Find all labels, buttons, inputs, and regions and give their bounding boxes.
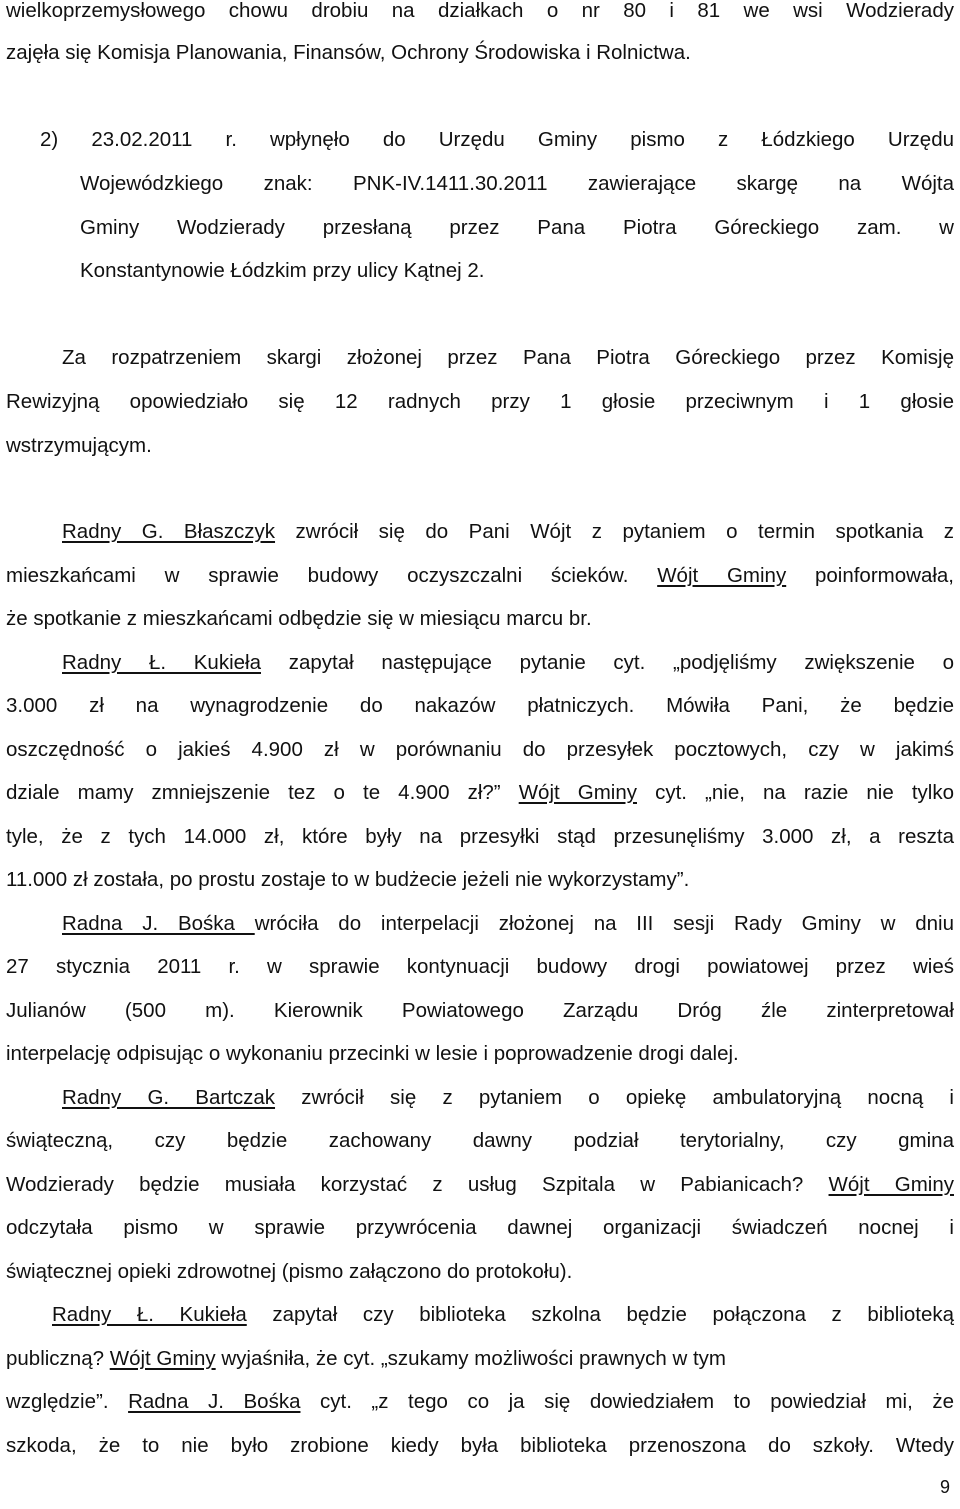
text-line: szkoda, że to nie było zrobione kiedy była biblioteka przenoszona do szkoły. Wtedy	[6, 1434, 954, 1457]
text-line: Konstantynowie Łódzkim przy ulicy Kątnej 2.	[80, 259, 485, 282]
text-line: wstrzymującym.	[6, 434, 152, 457]
text-line	[62, 650, 954, 676]
text-line: oszczędność o jakieś 4.900 zł w porównaniu do przesyłek pocztowych, czy w jakimś	[6, 738, 954, 761]
text-line: 3.000 zł na wynagrodzenie do nakazów płatniczych. Mówiła Pani, że będzie	[6, 694, 954, 717]
text-line: odczytała pismo w sprawie przywrócenia dawnej organizacji świadczeń nocnej i	[6, 1216, 954, 1239]
text-span: wróciła do interpelacji złożonej na III sesji Rady Gminy w dniu	[254, 912, 954, 935]
text-line: że spotkanie z mieszkańcami odbędzie się w miesiącu marcu br.	[6, 607, 592, 630]
text-span: cyt. „z tego co ja się dowiedziałem to powiedział mi, że	[300, 1390, 954, 1413]
text-span: zwrócił się z pytaniem o opiekę ambulatoryjną nocną i	[275, 1086, 954, 1109]
text-span: Wodzierady będzie musiała korzystać z usług Szpitala w Pabianicach?	[6, 1173, 829, 1196]
text-line	[6, 1346, 954, 1372]
text-line: Rewizyjną opowiedziało się 12 radnych przy 1 głosie przeciwnym i 1 głosie	[6, 390, 954, 413]
text-span: zwrócił się do Pani Wójt z pytaniem o termin spotkania z	[275, 520, 954, 543]
speaker-name: Radny Ł. Kukieła	[52, 1303, 247, 1326]
text-line	[62, 519, 954, 545]
text-span: publiczną?	[6, 1347, 110, 1370]
text-line: tyle, że z tych 14.000 zł, które były na przesyłki stąd przesunęliśmy 3.000 zł, a reszta	[6, 825, 954, 848]
text-line	[6, 780, 954, 806]
text-line: 27 stycznia 2011 r. w sprawie kontynuacji budowy drogi powiatowej przez wieś	[6, 955, 954, 978]
speaker-name: Wójt Gminy	[657, 564, 787, 587]
text-span: poinformowała,	[786, 564, 954, 587]
text-line: zajęła się Komisja Planowania, Finansów, Ochrony Środowiska i Rolnictwa.	[6, 41, 691, 64]
text-line: Wojewódzkiego znak: PNK-IV.1411.30.2011 zawierające skargę na Wójta	[80, 172, 954, 195]
speaker-name: Radna J. Bośka	[62, 912, 255, 935]
text-span: względzie”.	[6, 1390, 129, 1413]
speaker-name: Radna J. Bośka	[128, 1390, 301, 1413]
text-line	[62, 1085, 954, 1111]
text-line: 11.000 zł została, po prostu zostaje to w budżecie jeżeli nie wykorzystamy”.	[6, 868, 690, 891]
text-span: zapytał czy biblioteka szkolna będzie połączona z biblioteką	[246, 1303, 955, 1326]
text-line: świątecznej opieki zdrowotnej (pismo załączono do protokołu).	[6, 1260, 573, 1283]
speaker-name: Wójt Gminy	[518, 781, 637, 804]
text-line: wielkoprzemysłowego chowu drobiu na działkach o nr 80 i 81 we wsi Wodzierady	[6, 0, 954, 22]
page-number: 9	[939, 1477, 950, 1497]
text-line	[6, 563, 954, 589]
text-span: dziale mamy zmniejszenie tez o te 4.900 zł?”	[6, 781, 519, 804]
text-line	[62, 911, 954, 937]
speaker-name: Wójt Gminy	[828, 1173, 954, 1196]
text-line: Gminy Wodzierady przesłaną przez Pana Piotra Góreckiego zam. w	[80, 216, 954, 239]
text-line	[6, 1172, 954, 1198]
speaker-name: Radny Ł. Kukieła	[62, 651, 261, 674]
list-item-2: 2) 23.02.2011 r. wpłynęło do Urzędu Gminy pismo z Łódzkiego Urzędu	[40, 128, 954, 151]
text-span: zapytał następujące pytanie cyt. „podjęliśmy zwiększenie o	[261, 651, 955, 674]
text-line: Julianów (500 m). Kierownik Powiatowego Zarządu Dróg źle zinterpretował	[6, 999, 954, 1022]
text-span: mieszkańcami w sprawie budowy oczyszczalni ścieków.	[6, 564, 658, 587]
text-line: świąteczną, czy będzie zachowany dawny podział terytorialny, czy gmina	[6, 1129, 954, 1152]
text-line	[52, 1302, 954, 1328]
text-line: Za rozpatrzeniem skargi złożonej przez Pana Piotra Góreckiego przez Komisję	[62, 346, 954, 369]
speaker-name: Radny G. Błaszczyk	[62, 520, 276, 543]
speaker-name: Wójt Gminy	[109, 1347, 216, 1370]
speaker-name: Radny G. Bartczak	[62, 1086, 276, 1109]
text-span: cyt. „nie, na razie nie tylko	[637, 781, 954, 804]
text-span: wyjaśniła, że cyt. „szukamy możliwości prawnych w tym	[215, 1347, 726, 1370]
text-line	[6, 1389, 954, 1415]
text-line: interpelację odpisując o wykonaniu przecinki w lesie i poprowadzenie drogi dalej.	[6, 1042, 739, 1065]
